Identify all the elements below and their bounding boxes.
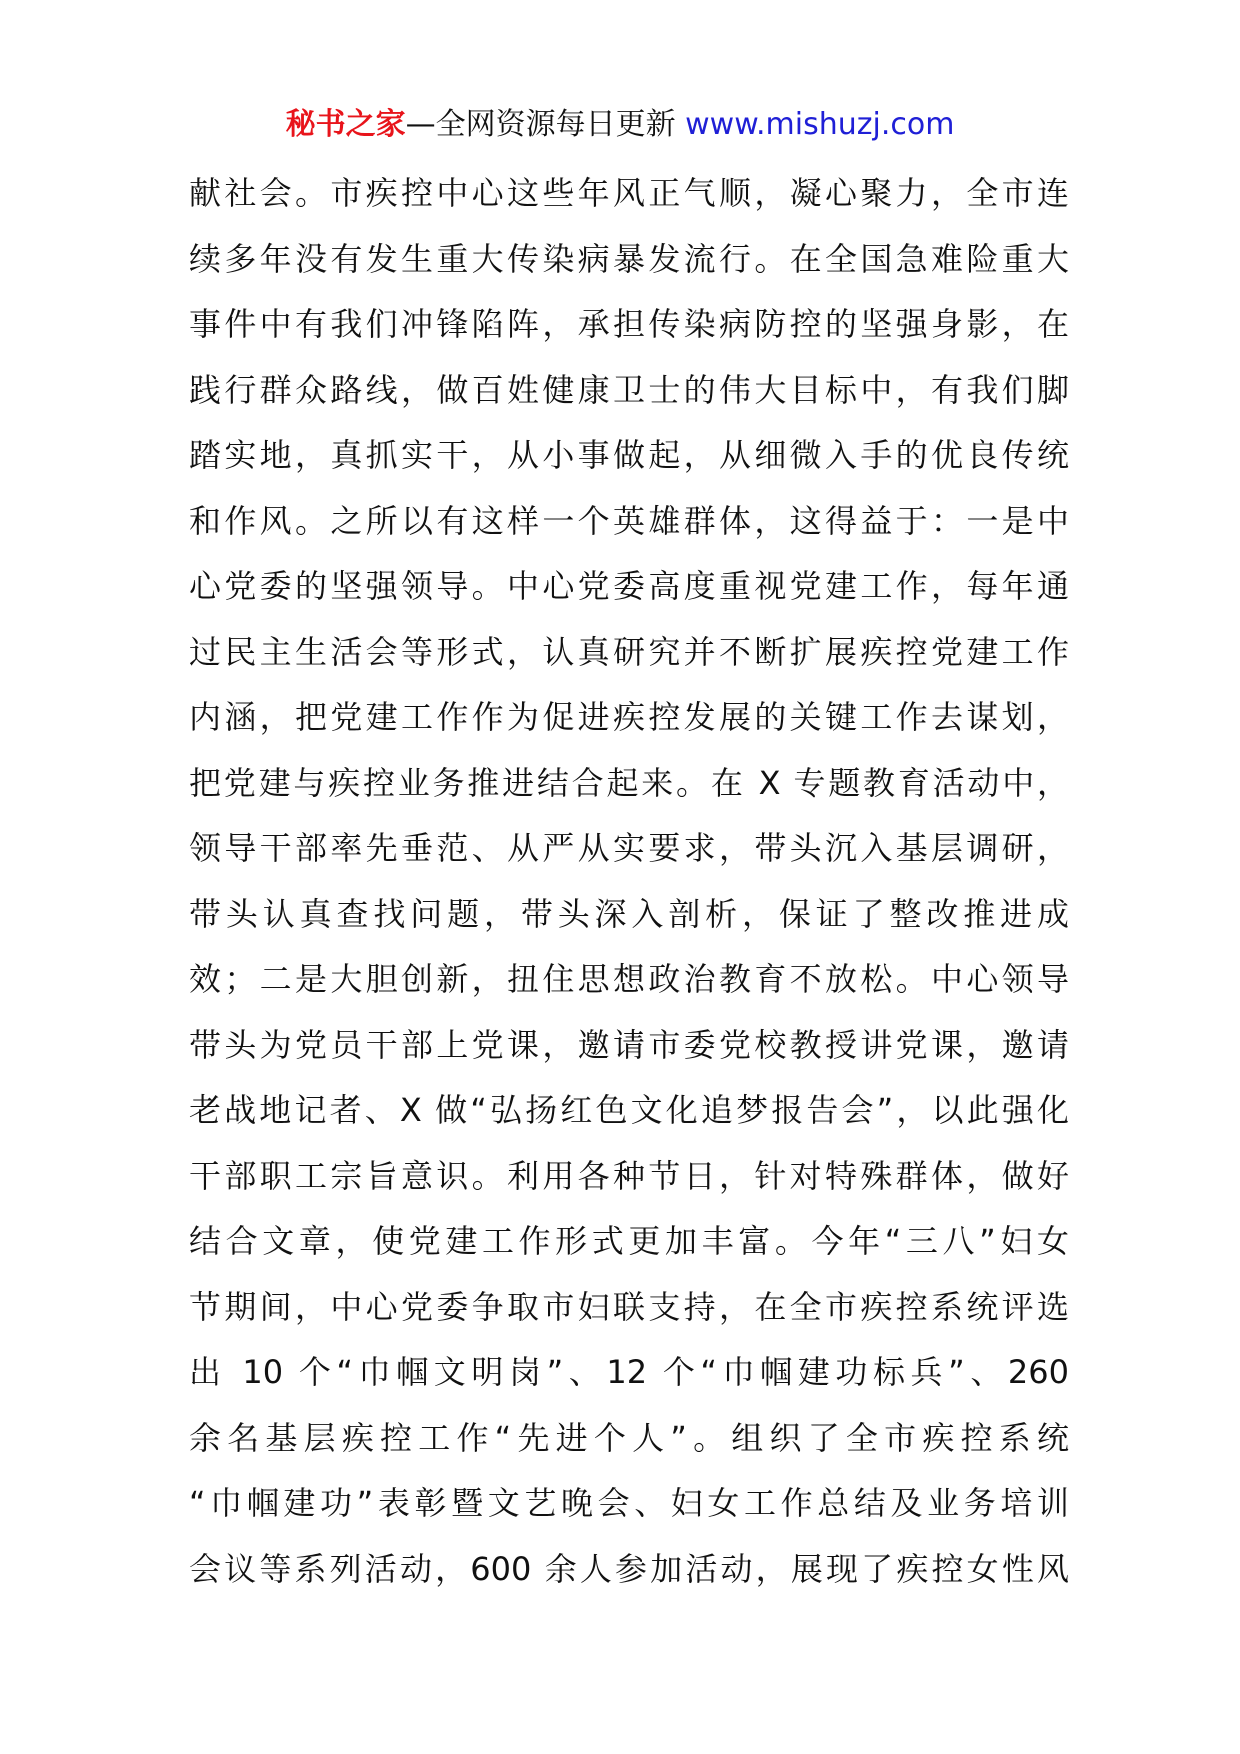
body-line: 效；二是大胆创新，扭住思想政治教育不放松。中心领导 — [189, 960, 1069, 998]
header-tagline: —全网资源每日更新 — [405, 107, 676, 142]
site-url-link[interactable]: www.mishuzj.com — [685, 107, 955, 142]
body-line: 干部职工宗旨意识。利用各种节日，针对特殊群体，做好 — [189, 1156, 1069, 1195]
body-line: 过民主生活会等形式，认真研究并不断扩展疾控党建工作 — [189, 632, 1069, 671]
body-line: 余名基层疾控工作“先进个人”。组织了全市疾控系统 — [189, 1418, 1069, 1457]
body-line: 老战地记者、X 做“弘扬红色文化追梦报告会”，以此强化 — [189, 1091, 1069, 1129]
body-line: 踏实地，真抓实干，从小事做起，从细微入手的优良传统 — [189, 436, 1069, 474]
brand-name: 秘书之家 — [285, 107, 406, 142]
body-line: 会议等系列活动，600 余人参加活动，展现了疾控女性风 — [189, 1549, 1069, 1588]
body-line: 领导干部率先垂范、从严从实要求，带头沉入基层调研， — [189, 829, 1069, 867]
body-line: 践行群众路线，做百姓健康卫士的伟大目标中，有我们脚 — [189, 370, 1069, 409]
document-body — [189, 161, 1069, 1602]
body-line: 节期间，中心党委争取市妇联支持，在全市疾控系统评选 — [189, 1287, 1069, 1326]
body-line: 结合文章，使党建工作形式更加丰富。今年“三八”妇女 — [189, 1222, 1069, 1260]
page-header — [0, 100, 1240, 150]
body-line: 事件中有我们冲锋陷阵，承担传染病防控的坚强身影，在 — [189, 305, 1069, 343]
body-line: 和作风。之所以有这样一个英雄群体，这得益于：一是中 — [189, 501, 1069, 540]
body-line: 带头认真查找问题，带头深入剖析，保证了整改推进成 — [189, 894, 1069, 933]
body-line: “巾帼建功”表彰暨文艺晚会、妇女工作总结及业务培训 — [189, 1484, 1069, 1522]
body-line: 内涵，把党建工作作为促进疾控发展的关键工作去谋划， — [189, 698, 1069, 736]
body-line: 续多年没有发生重大传染病暴发流行。在全国急难险重大 — [189, 239, 1069, 278]
body-line: 把党建与疾控业务推进结合起来。在 X 专题教育活动中， — [189, 763, 1069, 802]
body-line: 带头为党员干部上党课，邀请市委党校教授讲党课，邀请 — [189, 1025, 1069, 1064]
body-line: 献社会。市疾控中心这些年风正气顺，凝心聚力，全市连 — [189, 174, 1069, 212]
body-line: 心党委的坚强领导。中心党委高度重视党建工作，每年通 — [189, 567, 1069, 605]
body-line: 出 10 个“巾帼文明岗”、12 个“巾帼建功标兵”、260 — [189, 1353, 1069, 1391]
